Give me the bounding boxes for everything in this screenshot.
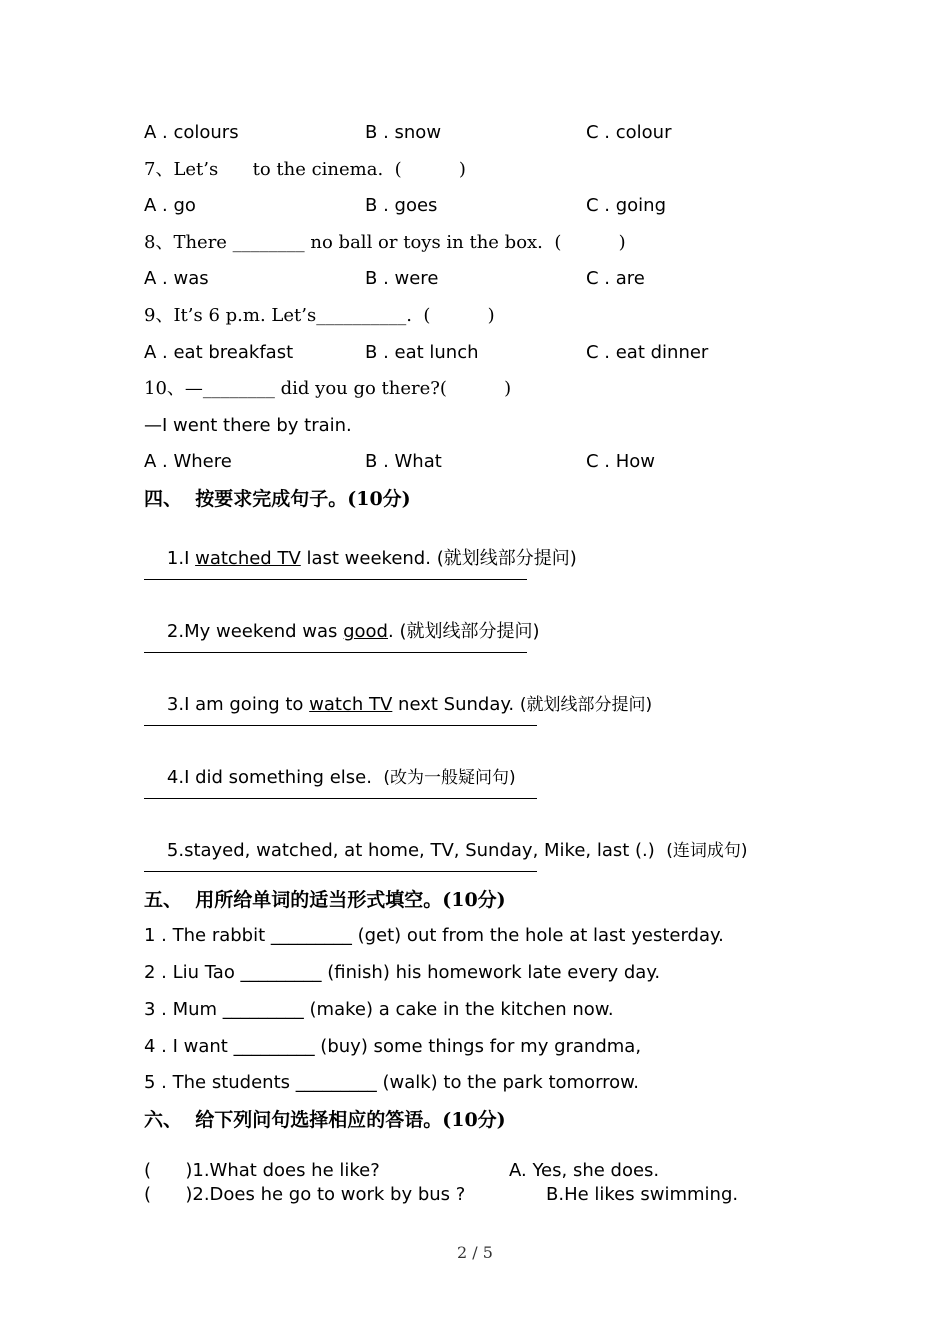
question-10-reply: —I went there by train. xyxy=(144,415,352,436)
s5-item-2: 2 . Liu Tao _________ (finish) his homework late every day. xyxy=(144,962,661,983)
s4-item-2-note: (就划线部分提问) xyxy=(399,621,540,642)
s4-item-1-note: (就划线部分提问) xyxy=(436,548,577,569)
s4-item-1-underlined: watched TV xyxy=(195,548,301,569)
q6-option-c: C . colour xyxy=(586,122,672,143)
s4-item-2-pre: 2.My weekend was xyxy=(166,621,344,642)
q7-option-c: C . going xyxy=(586,195,667,216)
s5-item-4: 4 . I want _________ (buy) some things for my grandma, xyxy=(144,1036,642,1057)
s4-item-2-underlined: good xyxy=(343,621,388,642)
s4-item-1 xyxy=(144,523,577,595)
s5-item-5: 5 . The students _________ (walk) to the park tomorrow. xyxy=(144,1072,639,1093)
s6-question-1: ( )1.What does he like? xyxy=(144,1160,380,1181)
answer-line-3[interactable] xyxy=(144,725,537,726)
question-10: 10、—________ did you go there?( ) xyxy=(144,378,512,399)
q10-option-b: B . What xyxy=(365,451,442,472)
q9-option-a: A . eat breakfast xyxy=(144,342,294,363)
q7-option-a: A . go xyxy=(144,195,196,216)
answer-line-5[interactable] xyxy=(144,871,537,872)
s4-item-2 xyxy=(144,596,540,668)
s5-item-3: 3 . Mum _________ (make) a cake in the kitchen now. xyxy=(144,999,614,1020)
q10-option-a: A . Where xyxy=(144,451,232,472)
q8-option-b: B . were xyxy=(365,268,439,289)
s4-item-1-post: last weekend. xyxy=(300,548,437,569)
s6-question-2: ( )2.Does he go to work by bus ? xyxy=(144,1184,466,1205)
s4-item-3-pre: 3.I am going to xyxy=(166,694,310,715)
s4-item-3-post: next Sunday. xyxy=(392,694,520,715)
answer-line-4[interactable] xyxy=(144,798,537,799)
question-7: 7、Let’s to the cinema. ( ) xyxy=(144,159,466,180)
s4-item-2-post: . xyxy=(388,621,400,642)
s6-answer-a: A. Yes, she does. xyxy=(509,1160,660,1181)
section-4-heading: 四、 按要求完成句子。(10分) xyxy=(144,488,411,510)
q10-option-c: C . How xyxy=(586,451,656,472)
s4-item-5-note: (连词成句) xyxy=(666,841,748,861)
s4-item-4-note: (改为一般疑问句) xyxy=(383,768,516,788)
s4-item-4-pre: 4.I did something else. xyxy=(166,767,384,788)
q9-option-b: B . eat lunch xyxy=(365,342,479,363)
page-number: 2 / 5 xyxy=(457,1243,493,1262)
s5-item-1: 1 . The rabbit _________ (get) out from the hole at last yesterday. xyxy=(144,925,724,946)
question-8: 8、There ________ no ball or toys in the box. ( ) xyxy=(144,232,626,253)
s4-item-4 xyxy=(144,742,516,814)
s4-item-5-pre: 5.stayed, watched, at home, TV, Sunday, Mike, last (.) xyxy=(166,840,667,861)
answer-line-1[interactable] xyxy=(144,579,527,580)
answer-line-2[interactable] xyxy=(144,652,527,653)
section-6-heading: 六、 给下列问句选择相应的答语。(10分) xyxy=(144,1109,506,1131)
q9-option-c: C . eat dinner xyxy=(586,342,709,363)
s4-item-3-underlined: watch TV xyxy=(309,694,393,715)
s4-item-1-pre: 1.I xyxy=(166,548,196,569)
q8-option-c: C . are xyxy=(586,268,645,289)
q7-option-b: B . goes xyxy=(365,195,438,216)
q6-option-b: B . snow xyxy=(365,122,442,143)
s6-answer-b: B.He likes swimming. xyxy=(546,1184,739,1205)
s4-item-3 xyxy=(144,669,652,741)
s4-item-3-note: (就划线部分提问) xyxy=(519,695,653,715)
s4-item-5 xyxy=(144,815,748,887)
q8-option-a: A . was xyxy=(144,268,209,289)
question-9: 9、It’s 6 p.m. Let’s__________. ( ) xyxy=(144,305,495,326)
section-5-heading: 五、 用所给单词的适当形式填空。(10分) xyxy=(144,889,506,911)
q6-option-a: A . colours xyxy=(144,122,239,143)
